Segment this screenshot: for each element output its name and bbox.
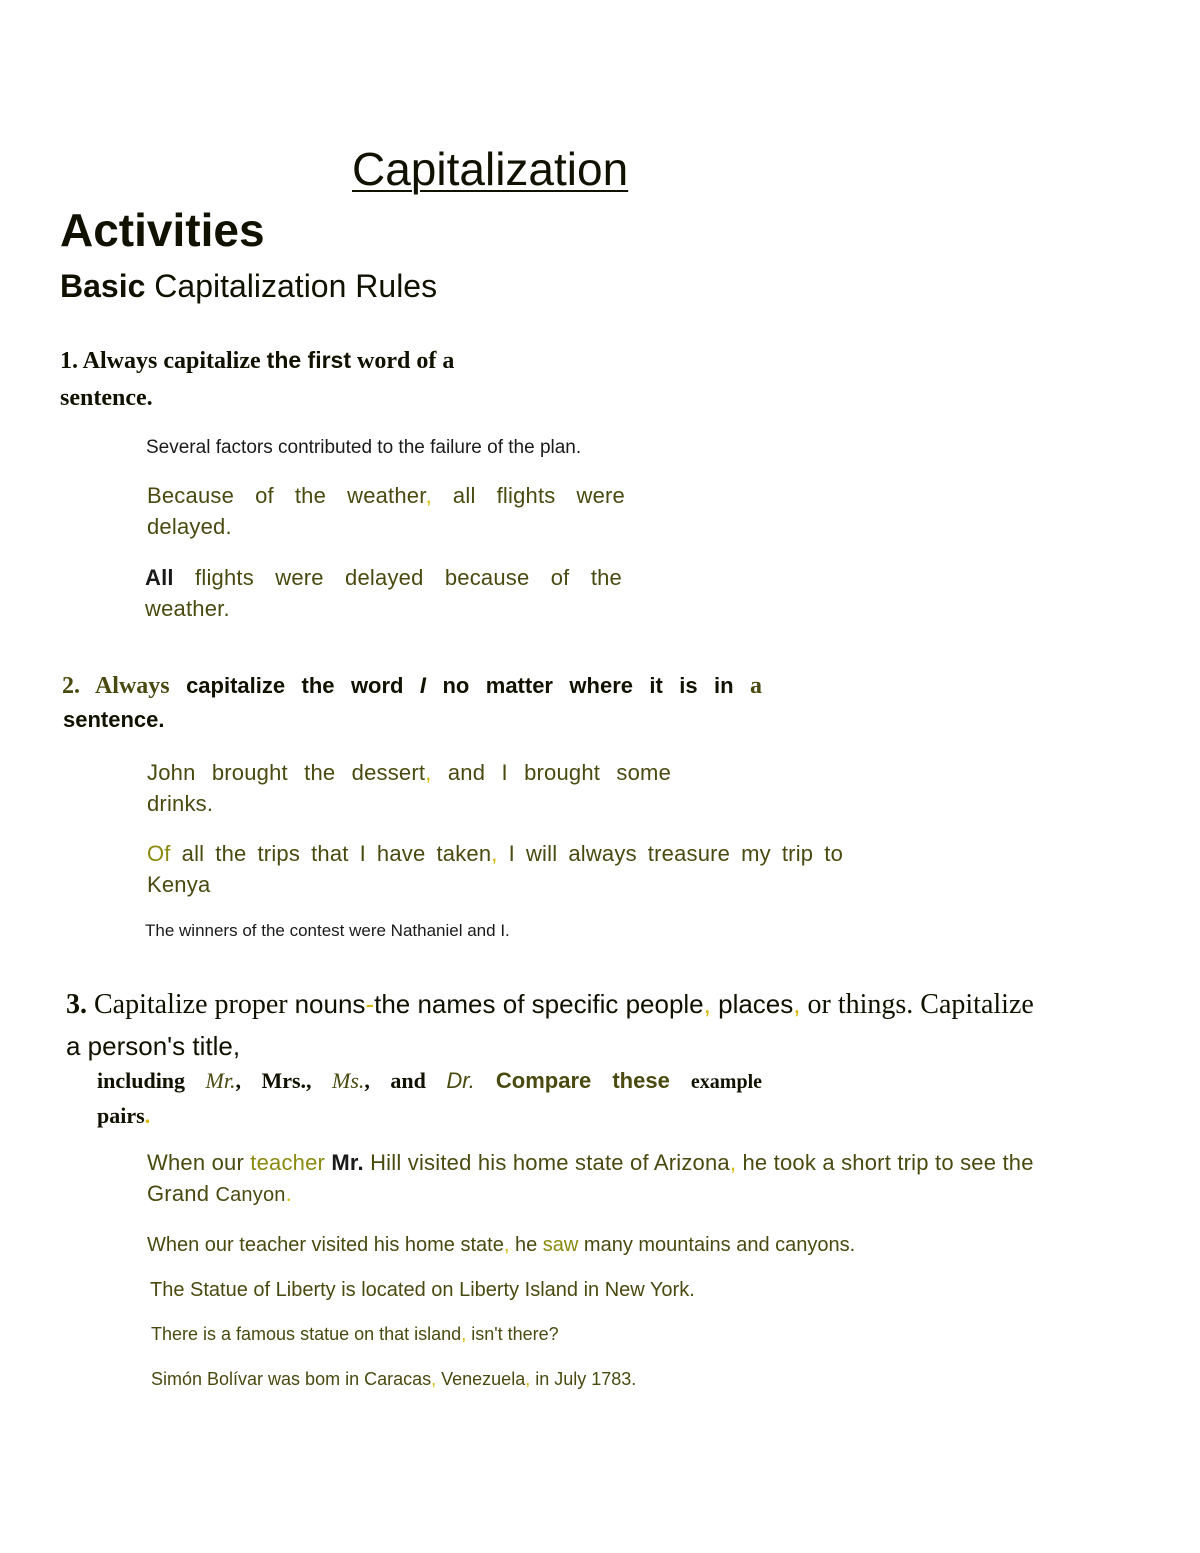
subheading-rest: Capitalization Rules	[145, 268, 438, 304]
ex-text: he	[509, 1234, 543, 1256]
rule-2-text-c: no matter where it is in	[426, 673, 750, 698]
rule-3-ms: Ms.	[332, 1068, 365, 1093]
section-subheading	[60, 268, 437, 305]
rule-2-line-1	[62, 673, 762, 700]
ex-text: John brought the dessert	[147, 760, 426, 785]
rule-3-and: , and	[364, 1068, 447, 1093]
ex-teacher: teacher	[250, 1150, 326, 1175]
ex-text: I will always treasure my trip to	[497, 841, 843, 866]
rule-3-sep: ,	[306, 1068, 332, 1093]
rule-2-example-1-line-2: drinks.	[147, 791, 214, 816]
ex-text: in July 1783.	[530, 1369, 637, 1389]
ex-text: isn't there?	[466, 1324, 559, 1344]
rule-3-pairs: pairs	[97, 1103, 145, 1128]
subheading-bold: Basic	[60, 268, 146, 304]
rule-1-text-c: word of a	[351, 348, 455, 374]
rule-3-dot: .	[144, 1103, 151, 1128]
section-heading: Activities	[60, 204, 265, 256]
ex-text: all flights were	[431, 483, 625, 508]
ex-text: many mountains and canyons.	[578, 1234, 856, 1256]
ex-comma: ,	[525, 1369, 531, 1389]
rule-3-mr: Mr.	[205, 1068, 236, 1093]
ex-text: Grand	[147, 1181, 216, 1206]
rule-3-example-3: The Statue of Liberty is located on Liberty Island in New York.	[150, 1279, 695, 1301]
rule-3-example-1-line-2	[147, 1181, 292, 1207]
rule-2-example-2-line-2: Kenya	[147, 872, 211, 897]
rule-3-dash: -	[365, 989, 375, 1019]
rule-3-comma: ,	[703, 989, 711, 1019]
rule-3-example-2	[147, 1234, 855, 1257]
rule-3-text-e: or things. Capitalize	[800, 989, 1034, 1020]
rule-2-text-b: capitalize the word	[169, 673, 420, 698]
rule-3-line-2: a person's title,	[66, 1031, 241, 1061]
ex-text: Because of the weather	[147, 483, 426, 508]
ex-comma: ,	[729, 1150, 737, 1175]
ex-text: When our teacher visited his home state	[147, 1234, 504, 1256]
ex-canyon: Canyon	[215, 1184, 286, 1206]
rule-2-text-a: Always	[80, 673, 170, 699]
ex-text: all the trips that I have taken	[170, 841, 492, 866]
rule-3-text-b: nouns	[294, 989, 366, 1019]
ex-text: Hill visited his home state of Arizona	[363, 1150, 730, 1175]
page-title: Capitalization	[352, 143, 629, 195]
rule-1-text-b: the first	[266, 347, 351, 373]
rule-3-mrs: , Mrs.	[235, 1068, 307, 1093]
rule-3-comma: ,	[793, 989, 801, 1019]
rule-3-text-a: Capitalize proper	[87, 989, 295, 1020]
ex-text: he took a short trip to see the	[736, 1150, 1034, 1175]
ex-dot: .	[285, 1181, 292, 1206]
rule-3-example-4	[151, 1324, 559, 1345]
rule-3-line-3	[97, 1068, 762, 1094]
rule-3-compare: Compare these	[474, 1068, 691, 1093]
rule-1-line-1	[60, 347, 454, 375]
rule-3-example-5	[151, 1369, 636, 1390]
ex-text: When our	[147, 1150, 251, 1175]
ex-comma: ,	[461, 1324, 467, 1344]
ex-comma: ,	[425, 483, 432, 508]
rule-1-example-2-line-2: delayed.	[147, 514, 232, 539]
rule-3-line-4	[97, 1103, 150, 1129]
rule-3-line-1	[66, 989, 1034, 1021]
rule-2-example-1-line-1	[147, 760, 671, 786]
ex-bold: All	[145, 565, 174, 590]
ex-comma: ,	[425, 760, 432, 785]
rule-1-example-2-line-1	[147, 483, 625, 509]
rule-3-example: example	[690, 1071, 762, 1093]
rule-3-number: 3.	[66, 989, 87, 1020]
ex-text: flights were delayed because of the	[173, 565, 622, 590]
ex-mr: Mr.	[325, 1150, 364, 1175]
rule-1-example-3-line-1	[145, 565, 622, 591]
ex-comma: ,	[431, 1369, 437, 1389]
rule-2-line-2: sentence.	[63, 707, 165, 732]
ex-saw: saw	[542, 1234, 579, 1256]
ex-of: Of	[147, 841, 171, 866]
ex-text: Venezuela	[436, 1369, 526, 1389]
rule-1-line-2: sentence.	[60, 385, 153, 411]
rule-1-example-1: Several factors contributed to the failure of the plan.	[146, 437, 582, 458]
rule-1-text-a: Always capitalize	[78, 348, 267, 374]
rule-2-example-3: The winners of the contest were Nathaniel and I.	[145, 921, 510, 940]
rule-2-example-2-line-1	[147, 841, 843, 867]
rule-3-dr: Dr.	[446, 1068, 475, 1093]
rule-2-italic-i: I	[419, 673, 427, 698]
rule-3-text-d: places	[710, 989, 794, 1019]
ex-text: There is a famous statue on that island	[151, 1324, 462, 1344]
rule-2-number: 2.	[62, 673, 80, 699]
rule-3-text-c: the names of specific people	[374, 989, 704, 1019]
rule-1-example-3-line-2: weather.	[145, 596, 230, 621]
rule-1-number: 1.	[60, 348, 78, 374]
ex-comma: ,	[491, 841, 498, 866]
rule-3-example-1-line-1	[147, 1150, 1034, 1176]
ex-text: and I brought some	[431, 760, 672, 785]
ex-text: Simón Bolívar was bom in Caracas	[151, 1369, 432, 1389]
ex-comma: ,	[503, 1234, 510, 1256]
rule-3-including: including	[97, 1068, 206, 1093]
rule-2-text-d: a	[750, 673, 762, 699]
